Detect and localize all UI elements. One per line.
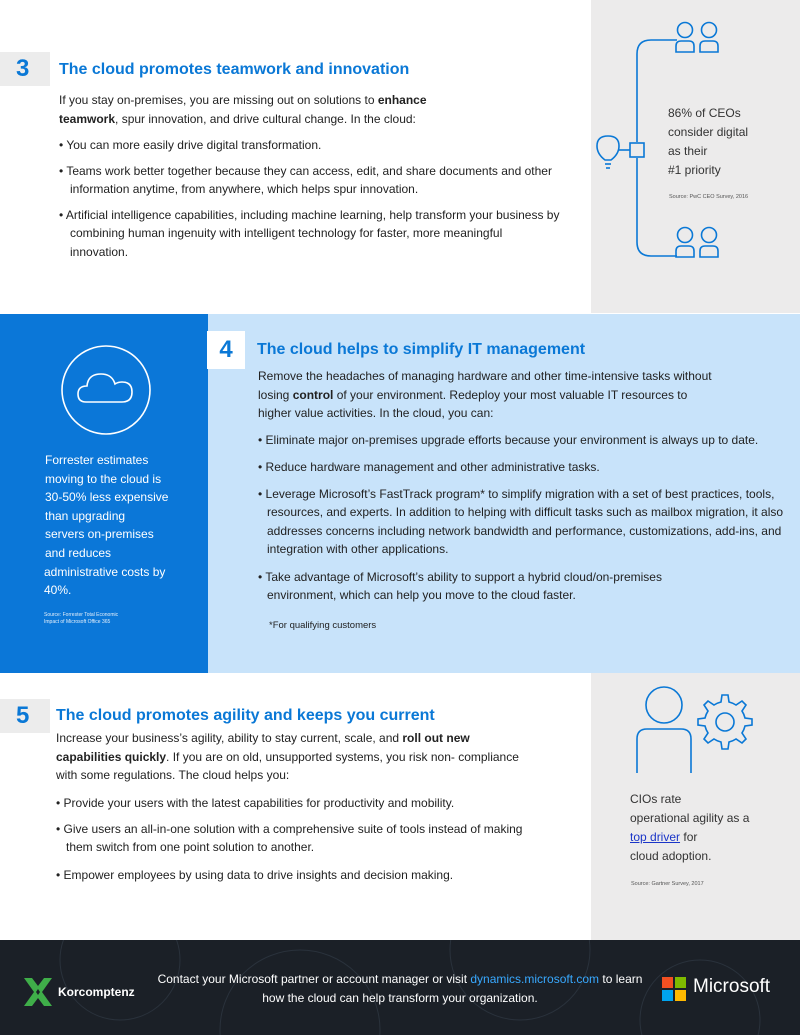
section3-intro: If you stay on-premises, you are missing out on solutions to enhance teamwork, spur innovation, and drive cultural change. In the cloud:	[59, 93, 427, 126]
section4-bullet-3-cont2: addresses concerns including network bandwidth and performance, customizations, add-ins, and	[267, 524, 782, 538]
section4-source: Source: Forrester Total Economic Impact of Microsoft Office 365	[44, 612, 119, 625]
korcomptenz-logo-icon	[22, 976, 54, 1008]
section4-bullet-3-cont: resources, and experts. In addition to helping with difficult tasks such as mailbox migration, it also	[267, 505, 784, 519]
cloud-icon	[56, 340, 156, 440]
section3-bullet-3-cont2: innovation.	[70, 245, 129, 259]
section4-stat: Forrester estimates moving to the cloud is 30-50% less expensive than upgrading servers on-premises and reduces administrative costs by 40%.	[44, 453, 169, 598]
people-icon	[676, 23, 718, 53]
section4-bullet-1: • Eliminate major on-premises upgrade efforts because your environment is always up to date.	[258, 433, 759, 447]
section5-bullet-2: • Give users an all-in-one solution with a comprehensive suite of tools instead of making	[56, 822, 523, 836]
section5-bullet-3: • Empower employees by using data to drive insights and decision making.	[56, 868, 454, 882]
dynamics-link[interactable]: dynamics.microsoft.com	[470, 972, 600, 986]
section4-number: 4	[207, 331, 245, 369]
section5-stat: CIOs rate operational agility as a top driver for cloud adoption.	[630, 792, 750, 863]
microsoft-wordmark: Microsoft	[693, 976, 771, 997]
section4-bullet-4-cont: environment, which can help you move to the cloud faster.	[267, 588, 576, 602]
section3-number: 3	[0, 52, 50, 86]
section3-bullet-1: • You can more easily drive digital transformation.	[59, 138, 322, 152]
footer	[0, 940, 800, 1035]
footer-contact-text: Contact your Microsoft partner or account manager or visit dynamics.microsoft.com to learn how the cloud can help transform your organization.	[157, 972, 643, 1005]
person-icon	[637, 687, 691, 773]
section4-bullet-3-cont3: integration with other applications.	[267, 542, 449, 556]
partner-name: Korcomptenz	[58, 985, 135, 999]
gear-icon	[698, 695, 752, 749]
lightbulb-icon	[597, 136, 630, 168]
section3-bullet-2: • Teams work better together because they can access, edit, and share documents and other	[59, 164, 552, 178]
section5-bullet-1: • Provide your users with the latest capabilities for productivity and mobility.	[56, 796, 455, 810]
top-driver-link[interactable]: top driver	[630, 830, 681, 844]
section5-intro: Increase your business’s agility, ability to stay current, scale, and roll out new capabilities quickly. If you are on old, unsupported systems, you risk non- compliance with some regulations. The cloud helps you:	[56, 731, 519, 782]
section4-bullet-4: • Take advantage of Microsoft’s ability to support a hybrid cloud/on-premises	[258, 570, 662, 584]
section3-bullet-3: • Artificial intelligence capabilities, including machine learning, help transform your business by	[59, 208, 560, 222]
section3-bullet-3-cont: combining human ingenuity with intelligent technology for faster, more meaningful	[70, 226, 503, 240]
section5-bullet-2-cont: them switch from one point solution to another.	[66, 840, 315, 854]
section4-title: The cloud helps to simplify IT management	[257, 341, 586, 358]
section5-illustration	[591, 673, 800, 793]
section5-number: 5	[0, 699, 50, 733]
section4-bullet-2: • Reduce hardware management and other administrative tasks.	[258, 460, 600, 474]
people-icon	[676, 228, 718, 258]
section5-title: The cloud promotes agility and keeps you current	[56, 707, 435, 724]
section4-intro: Remove the headaches of managing hardware and other time-intensive tasks without losing control of your environment. Redeploy your most valuable IT resources to higher value activities. In the cloud, you can:	[258, 369, 712, 420]
section5-source: Source: Gartner Survey, 2017	[631, 881, 704, 887]
section3-bullet-2-cont: information anytime, from anywhere, which helps spur innovation.	[70, 182, 419, 196]
section4-footnote: *For qualifying customers	[269, 620, 377, 631]
microsoft-logo-icon	[662, 977, 686, 1001]
section4-bullet-3: • Leverage Microsoft’s FastTrack program* to simplify migration with a set of best practices, tools,	[258, 487, 775, 501]
section3-title: The cloud promotes teamwork and innovation	[59, 61, 410, 78]
section3-source: Source: PwC CEO Survey, 2016	[669, 194, 749, 200]
section3-stat: 86% of CEOs consider digital as their #1 priority	[668, 106, 749, 177]
